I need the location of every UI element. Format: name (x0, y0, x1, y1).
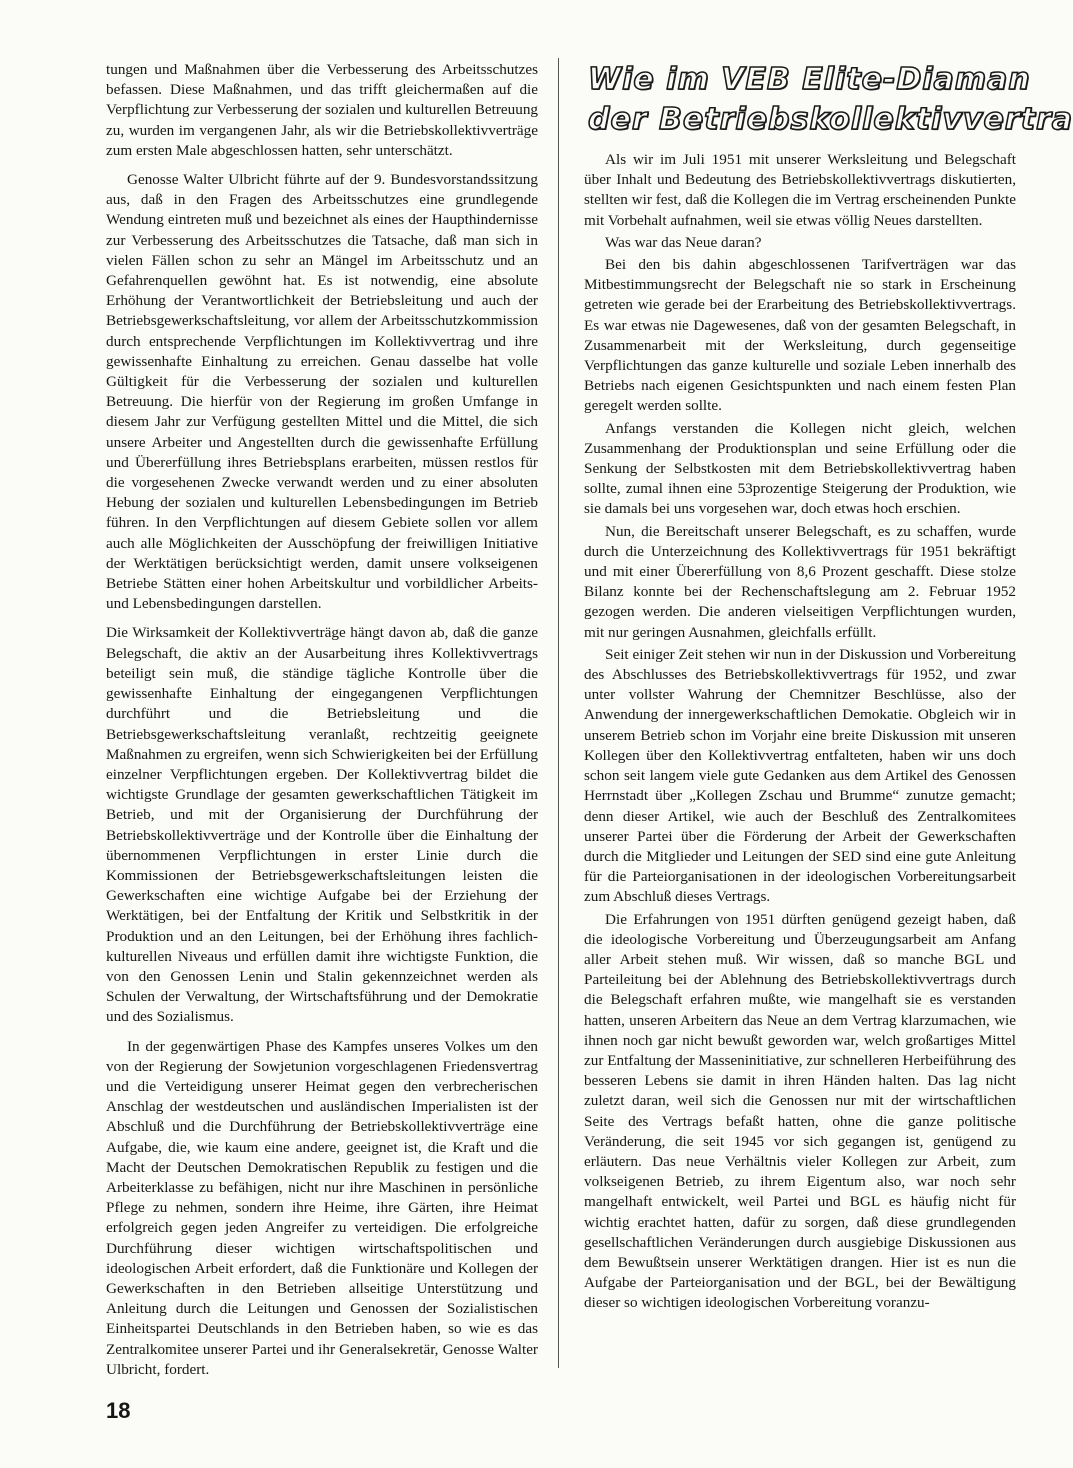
left-paragraph-2: Genosse Walter Ulbricht führte auf der 9. Bundesvorstandssitzung aus, daß in den Fragen des Arbeitsschutzes eine grundlegende Wendung eintreten muß und bezeichnet als eines der Haupthindernisse zur Verbesserung des Arbeitsschutzes die Tatsache, daß man sich in vielen Fällen schon zu sehr an Mängel im Arbeitsschutz und an Gefahrenquellen gewöhnt hat. Es ist notwendig, eine absolute Erhöhung der Verantwortlichkeit der Betriebsleitung und auch der Betriebsgewerkschaftsleitung, vor allem der Arbeitsschutzkommission durch entsprechende Verpflichtungen im Kollektivvertrag und ihre gewissenhafte Einhaltung zu erreichen. Genau dasselbe hat volle Gültigkeit für die Verbesserung der sozialen und kulturellen Betreuung. Die hierfür von der Regierung im großen Umfange in diesem Jahr zur Verfügung gestellten Mittel und die Mittel, die sich unsere Arbeiter und Angestellten durch die gewissenhafte Erfüllung und Übererfüllung ihres Betriebsplans erarbeiten, müssen restlos für die vorgesehenen Zwecke verwandt werden und zu einer absoluten Hebung der sozialen und kulturellen Lebensbedingungen im Betrieb führen. In den Verpflichtungen auf diesem Gebiete sollen vor allem auch alle Möglichkeiten der Ausschöpfung der freiwilligen Initiative der Werktätigen berücksichtigt werden, damit unsere volkseigenen Betriebe Stätten einer hohen Arbeitskultur und vorbildlicher Arbeits- und Lebensbedingungen darstellen. (106, 171, 538, 613)
left-column (106, 60, 538, 1389)
right-paragraph-1: Als wir im Juli 1951 mit unserer Werksleitung und Belegschaft über Inhalt und Bedeutung des Betriebskollektivvertrags diskutierten, stellten wir fest, daß die Kollegen die im Vertrag erscheinenden Punkte mit Vorbehalt aufnahmen, weil sie etwas völlig Neues darstellten. (584, 151, 1017, 229)
left-paragraph-1: tungen und Maßnahmen über die Verbesserung des Arbeitsschutzes befassen. Diese Maßnahmen, und das trifft gleichermaßen auf die Verpflichtung zur Verbesserung der sozialen und kulturellen Betreuung zu, wurden im vergangenen Jahr, als wir die Betriebskollektivverträge zum ersten Male abgeschlossen hatten, sehr unterschätzt. (106, 61, 539, 159)
right-paragraph-3: Bei den bis dahin abgeschlossenen Tarifverträgen war das Mitbestimmungsrecht der Belegschaft nie so stark in Erscheinung getreten wie gerade bei der Erarbeitung des Betriebskollektivvertrags. Es war etwas nie Dagewesenes, daß von der gesamten Belegschaft, in Zusammenarbeit mit der Werksleitung, durch gegenseitige Verpflichtungen das ganze kulturelle und soziale Leben innerhalb des Betriebs nach eigenen Gesichtspunkten und nach einem festen Plan geregelt werden sollte. (584, 256, 1016, 415)
right-paragraph-2: Was war das Neue daran? (605, 233, 762, 251)
right-column (584, 150, 1016, 1316)
page-number: 18 (106, 1398, 131, 1423)
right-paragraph-6: Seit einiger Zeit stehen wir nun in der Diskussion und Vorbereitung des Abschlusses des Betriebskollektivvertrags für 1952, und zwar unter vollster Wahrung der Chemnitzer Beschlüsse, also der Anwendung der innergewerkschaftlichen Demokatie. Obgleich wir in unserem Betrieb schon im Vorjahr eine breite Diskussion mit unseren Kollegen über den Kollektivvertrag entfalteten, haben wir uns doch schon seit langem viele gute Gedanken aus dem Artikel des Genossen Herrnstadt über „Kollegen Zschau und Brumme“ zunutze gemacht; denn dieser Artikel, wie auch der Beschluß des Zentralkomitees unserer Partei über die Förderung der Arbeit der Gewerkschaften durch die Mitglieder und Leitungen der SED sind eine gute Anleitung für die Parteiorganisationen in der ideologischen Vorbereitungsarbeit zum Abschluß dieses Vertrags. (584, 645, 1016, 906)
left-paragraph-4: In der gegenwärtigen Phase des Kampfes unseres Volkes um den von der Regierung der Sowjetunion vorgeschlagenen Friedensvertrag und die Verteidigung unserer Heimat gegen den verbrecherischen Anschlag der westdeutschen und ausländischen Imperialisten ist der Abschluß und die Durchführung der Betriebskollektivverträge eine Aufgabe, die, wie kaum eine andere, geeignet ist, die Kraft und die Macht der Deutschen Demokratischen Republik zu festigen und die Arbeiterklasse zu befähigen, nicht nur ihre Maschinen in persönliche Pflege zu nehmen, sondern ihre Heime, ihre Gärten, ihre Heimat erfolgreich gegen jeden Angreifer zu verteidigen. Die erfolgreiche Durchführung dieser wichtigen wirtschaftspolitischen und ideologischen Arbeit erfordert, daß die Funktionäre und Kollegen der Gewerkschaften in den Betrieben allseitige Unterstützung und Anleitung durch die Leitungen und Genossen der Sozialistischen Einheitspartei Deutschlands in den Betrieben haben, so wie es das Zentralkomitee unserer Partei und ihr Generalsekretär, Genosse Walter Ulbricht, fordert. (106, 1037, 538, 1378)
left-paragraph-3: Die Wirksamkeit der Kollektivverträge hängt davon ab, daß die ganze Belegschaft, die aktiv an der Ausarbeitung ihres Kollektivvertrags beteiligt sein muß, die ständige tägliche Kontrolle über die gewissenhafte Einhaltung der eingegangenen Verpflichtungen durchführt und die Betriebsleitung und die Betriebsgewerkschaftsleitung veranlaßt, rechtzeitig geeignete Maßnahmen zu ergreifen, wenn sich Schwierigkeiten bei der Erfüllung einzelner Verpflichtungen ergeben. Der Kollektivvertrag bildet die wichtigste Grundlage der gesamten gewerkschaftlichen Tätigkeit im Betrieb, und mit der Organisierung der Durchführung der Betriebskollektivverträge und der Kontrolle über die Einhaltung der übernommenen Verpflichtungen in erster Linie durch die Kommissionen der Betriebsgewerkschaftsleitungen leisten die Gewerkschaften eine wichtige Aufgabe bei der Erziehung der Werktätigen, bei der Entfaltung der Kritik und Selbstkritik in der Produktion und an den Leitungen, bei der Erhöhung ihres fachlich-kulturellen Niveaus und erfüllen damit ihre wichtigste Funktion, die von den Genossen Lenin und Stalin gekennzeichnet werden als Schulen der Verwaltung, der Wirtschaftsführung und der Demokratie und des Sozialismus. (106, 624, 538, 1026)
column-divider (558, 58, 559, 1368)
right-paragraph-4: Anfangs verstanden die Kollegen nicht gleich, welchen Zusammenhang der Produktionsplan und seine Erfüllung oder die Senkung der Selbstkosten mit dem Betriebskollektivvertrag haben sollte, zumal ihnen eine 53prozentige Steigerung der Produktion, wie sie damals bei uns vorgesehen war, doch etwas hoch erschien. (584, 419, 1016, 518)
article-headline (584, 60, 1073, 140)
right-paragraph-7: Die Erfahrungen von 1951 dürften genügend gezeigt haben, daß die ideologische Vorbereitung und Überzeugungsarbeit am Anfang aller Arbeit stehen muß. Wir wissen, daß so manche BGL und Parteileitung bei der Ablehnung des Betriebskollektivvertrags durch die Belegschaft erfahren mußte, wie mangelhaft sie es verstanden hatten, unseren Arbeitern das Neue an dem Vertrag klarzumachen, wie ihnen noch gar nicht bewußt geworden war, welch großartiges Mittel zur Entfaltung der Masseninitiative, zur schnelleren Herbeiführung des besseren Lebens sie damit in ihren Händen halten. Das lag nicht zuletzt daran, weil sich die Genossen nur mit der wirtschaftlichen Seite des Vertrags befaßt hatten, ohne die ganze politische Veränderung, die seit 1945 vor sich gegangen ist, genügend zu erläutern. Das neue Verhältnis vieler Kollegen zur Arbeit, zum volkseigenen Betrieb, zu ihrem Eigentum also, war noch sehr mangelhaft entwickelt, weil Partei und BGL es häufig nicht für wichtig erachtet hatten, dafür zu sorgen, daß diese grundlegenden gesellschaftlichen Veränderungen durch ausgiebige Diskussionen aus dem Bewußtsein unserer Werktätigen drangen. Hier ist es nun die Aufgabe der Parteiorganisation und der BGL, bei der Bewältigung dieser so wichtigen ideologischen Vorbereitung voranzu- (584, 910, 1016, 1312)
right-paragraph-5: Nun, die Bereitschaft unserer Belegschaft, es zu schaffen, wurde durch die Unterzeichnung des Kollektivvertrags für 1951 bekräftigt und mit einer Übererfüllung von 8,6 Prozent geschafft. Diese stolze Bilanz konnte bei der Rechenschaftslegung am 2. Februar 1952 gezogen werden. Die anderen vielseitigen Verpflichtungen wurden, mit nur geringen Ausnahmen, gleichfalls erfüllt. (584, 522, 1016, 641)
headline-line-1: Wie im VEB Elite-Diaman (588, 62, 1031, 97)
headline-line-2: der Betriebskollektivvertra (588, 102, 1073, 137)
